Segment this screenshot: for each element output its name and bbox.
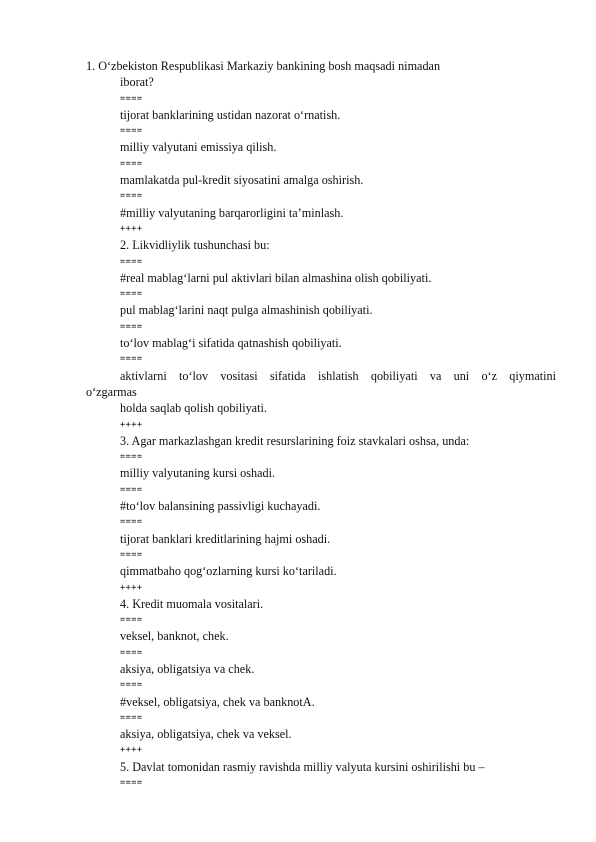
answer-separator: ==== (120, 517, 143, 528)
answer-option-line: veksel, banknot, chek. (120, 629, 229, 644)
question-text: 1. O‘zbekiston Respublikasi Markaziy bankining bosh maqsadi nimadan (86, 59, 441, 73)
answer-separator: ==== (120, 191, 143, 202)
answer-separator: ==== (120, 712, 143, 723)
answer-option-line: mamlakatda pul-kredit siyosatini amalga oshirish. (120, 173, 364, 188)
answer-separator: ++++ (120, 419, 143, 430)
answer-option-line: #veksel, obligatsiya, chek va banknotA. (120, 694, 315, 709)
answer-separator: ==== (120, 158, 143, 169)
answer-option-line: #milliy valyutaning barqarorligini ta’minlash. (120, 205, 344, 220)
question-text: 5. Davlat tomonidan rasmiy ravishda milliy valyuta kursini oshirilishi bu – (120, 759, 485, 774)
answer-separator: ==== (120, 549, 143, 560)
answer-separator: ==== (120, 778, 143, 789)
answer-option-line: iborat? (120, 75, 154, 90)
answer-option-line: aktivlarni to‘lov vositasi sifatida ishlatish qobiliyati va uni o‘z qiymatini (120, 368, 556, 383)
answer-option-line: o‘zgarmas (86, 384, 137, 399)
answer-option-line: tijorat banklari kreditlarining hajmi oshadi. (120, 531, 331, 546)
answer-separator: ==== (120, 647, 143, 658)
answer-option-line: holda saqlab qolish qobiliyati. (120, 401, 267, 416)
answer-separator: ==== (120, 321, 143, 332)
quiz-text-block (86, 58, 556, 791)
answer-option-line: pul mablag‘larini naqt pulga almashinish qobiliyati. (120, 303, 373, 318)
answer-option-line: #to‘lov balansining passivligi kuchayadi. (120, 499, 321, 514)
answer-separator: ==== (120, 93, 143, 104)
answer-separator: ==== (120, 484, 143, 495)
answer-separator: ==== (120, 126, 143, 137)
answer-separator: ==== (120, 680, 143, 691)
answer-option-line: qimmatbaho qog‘ozlarning kursi ko‘tariladi. (120, 564, 337, 579)
answer-option-line: #real mablag‘larni pul aktivlari bilan almashina olish qobiliyati. (120, 270, 432, 285)
answer-separator: ==== (120, 452, 143, 463)
answer-separator: ==== (120, 289, 143, 300)
answer-option-line: aksiya, obligatsiya va chek. (120, 661, 255, 676)
answer-option-line: milliy valyutani emissiya qilish. (120, 140, 277, 155)
question-text: 3. Agar markazlashgan kredit resurslarining foiz stavkalari oshsa, unda: (120, 433, 470, 448)
answer-separator: ++++ (120, 745, 143, 756)
answer-separator: ==== (120, 354, 143, 365)
answer-option-line: to‘lov mablag‘i sifatida qatnashish qobiliyati. (120, 336, 342, 351)
answer-separator: ==== (120, 615, 143, 626)
question-text: 4. Kredit muomala vositalari. (120, 596, 264, 611)
answer-separator: ++++ (120, 223, 143, 234)
answer-option-line: aksiya, obligatsiya, chek va veksel. (120, 727, 292, 742)
answer-separator: ++++ (120, 582, 143, 593)
question-text: 2. Likvidliylik tushunchasi bu: (120, 238, 270, 253)
answer-separator: ==== (120, 256, 143, 267)
answer-option-line: tijorat banklarining ustidan nazorat o‘rnatish. (120, 107, 341, 122)
answer-option-line: milliy valyutaning kursi oshadi. (120, 466, 276, 481)
